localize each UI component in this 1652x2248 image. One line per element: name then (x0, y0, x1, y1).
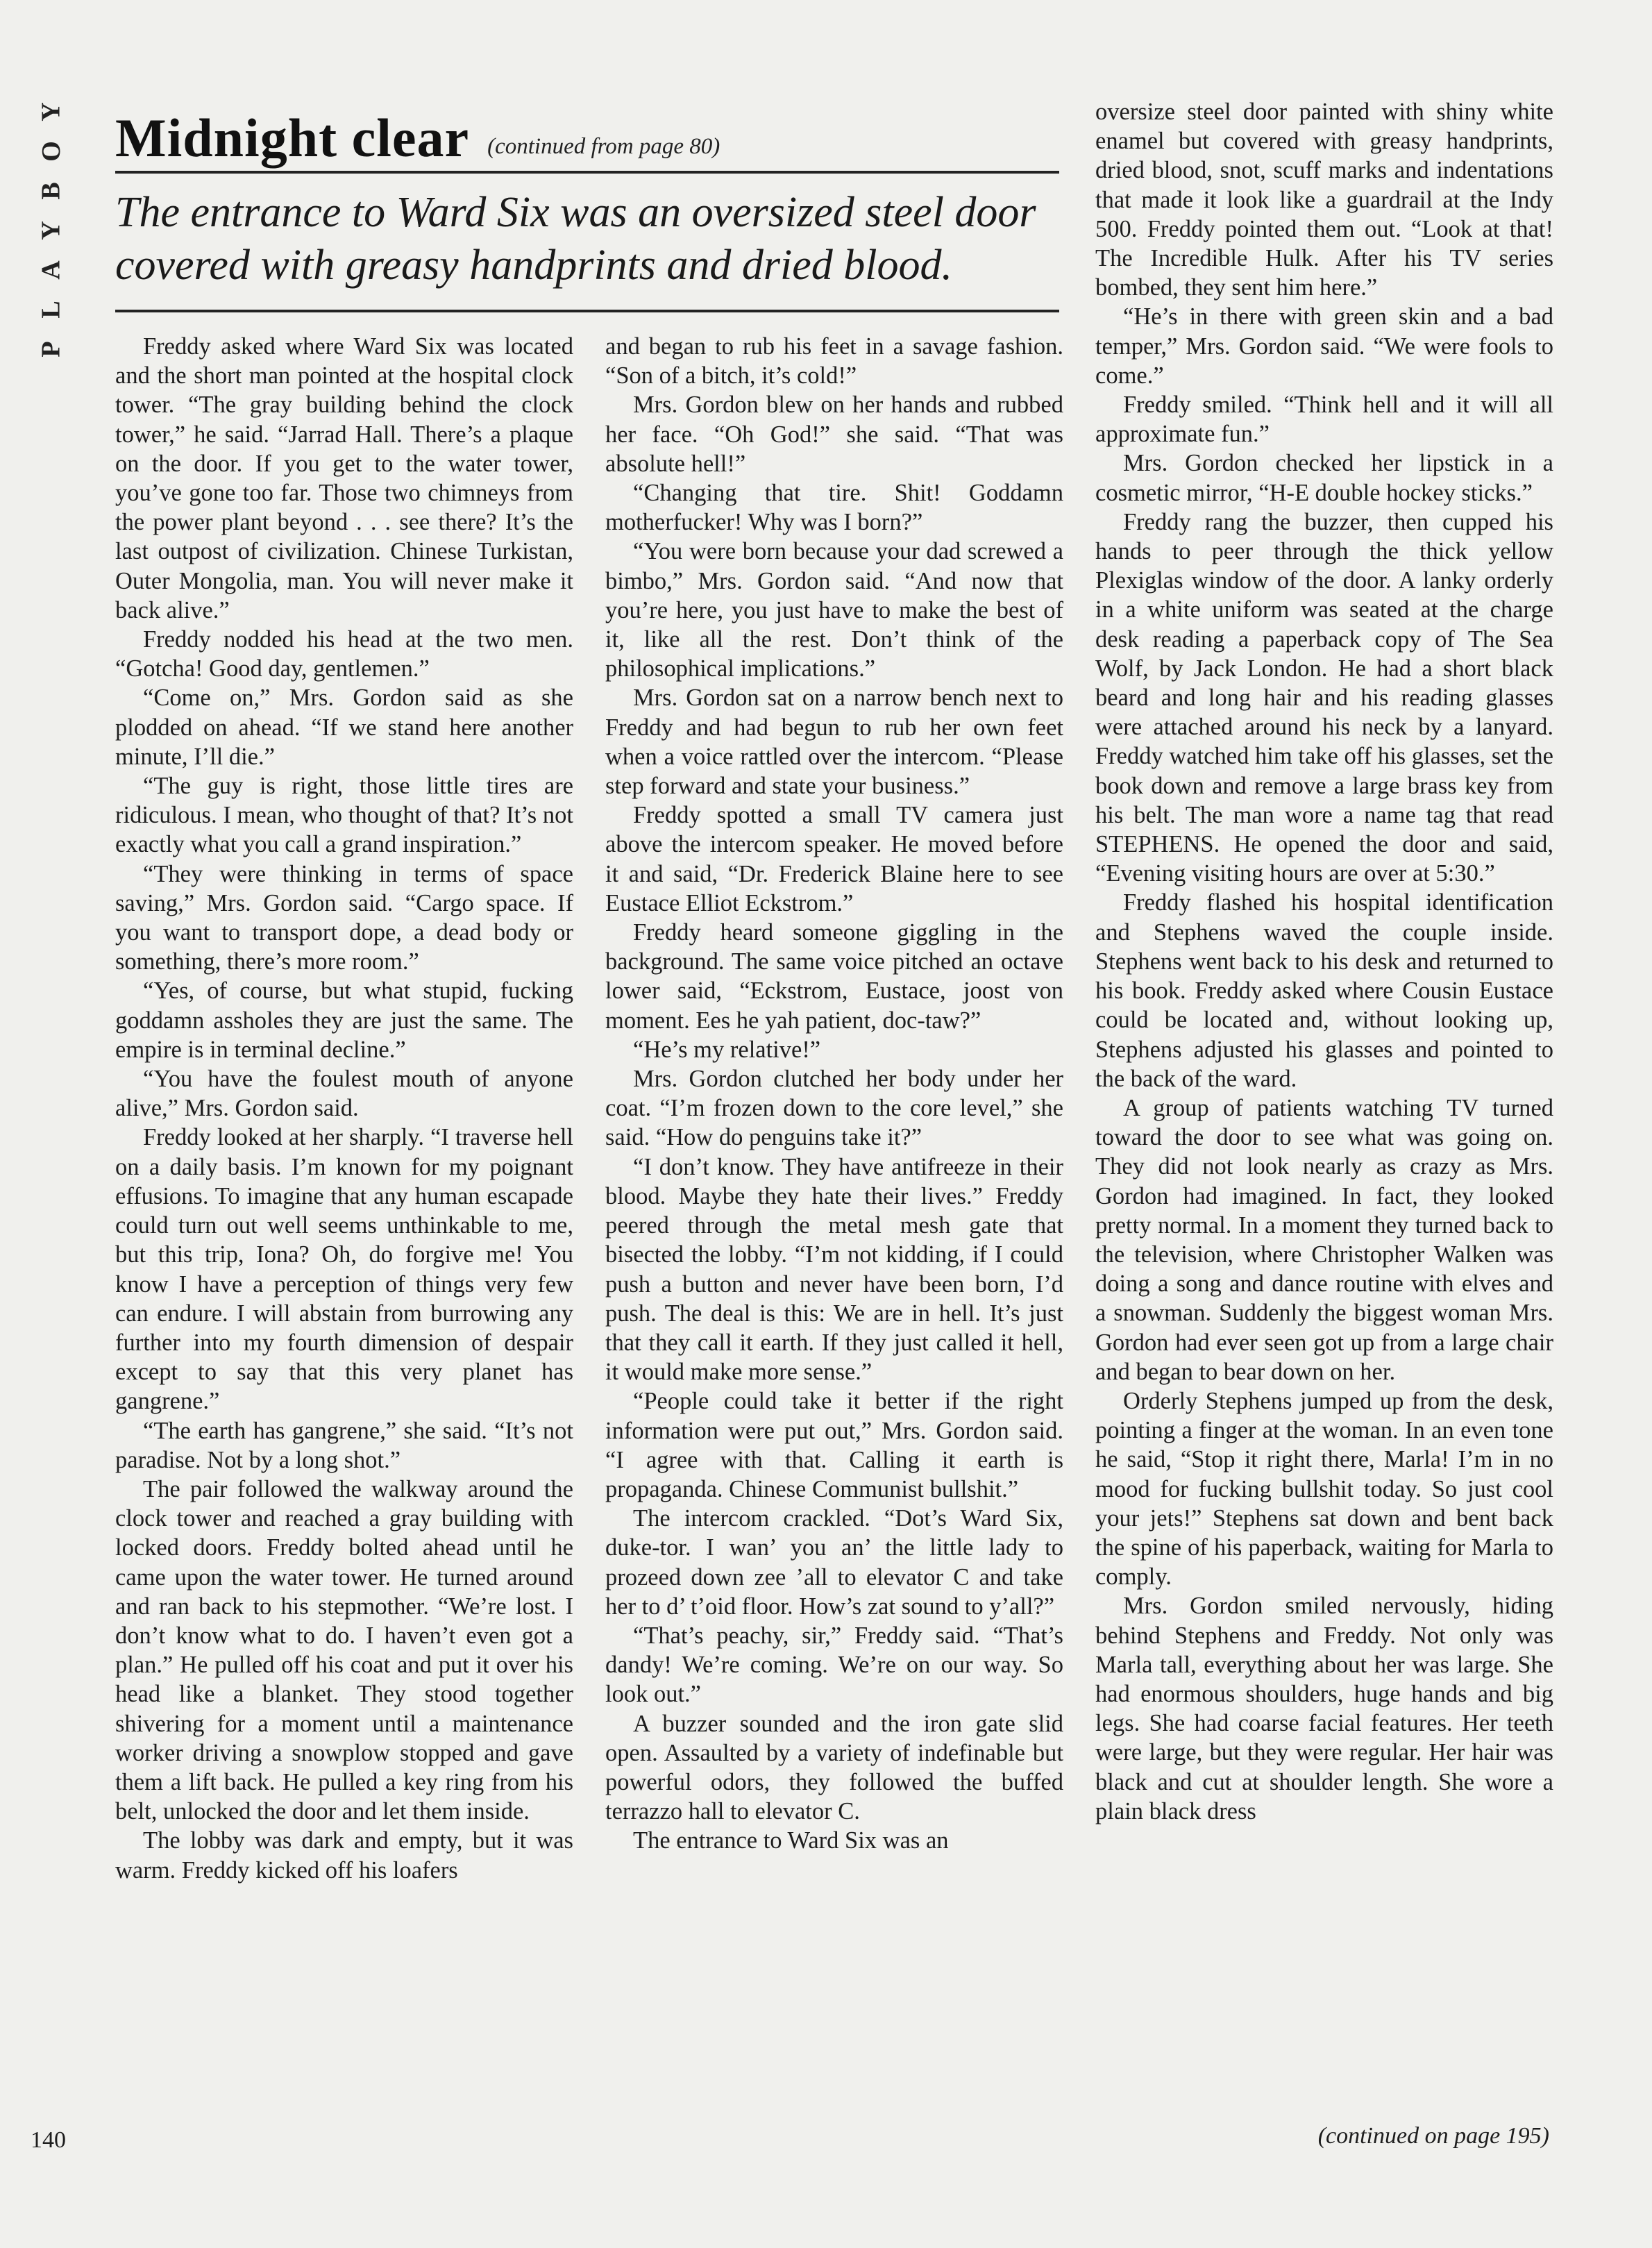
continued-from-note: (continued from page 80) (487, 134, 720, 159)
paragraph: “You have the foulest mouth of anyone alive,” Mrs. Gordon said. (115, 1066, 573, 1122)
paragraph: “You were born because your dad screwed a bimbo,” Mrs. Gordon said. “And now that you’re here, you just have to make the best of it, like all the rest. Don’t think of the philosophical implications.” (605, 538, 1063, 682)
paragraph: Freddy asked where Ward Six was located and the short man pointed at the hospital clock tower. “The gray building behind the clock tower,” he said. “Jarrad Hall. There’s a plaque on the door. If you get to the water tower, you’ve gone too far. Those two chimneys from the power plant beyond . . . see there? It’s the last outpost of civilization. Chinese Turkistan, Outer Mongolia, man. You will never make it back alive.” (115, 333, 573, 623)
spine-letter: O (37, 138, 66, 162)
paragraph: Mrs. Gordon checked her lipstick in a cosmetic mirror, “H-E double hockey sticks.” (1095, 450, 1553, 506)
paragraph: “That’s peachy, sir,” Freddy said. “That’s dandy! We’re coming. We’re on our way. So look out.” (605, 1622, 1063, 1708)
text-column-1 (115, 332, 573, 1885)
paragraph: The pair followed the walkway around the clock tower and reached a gray building with locked doors. Freddy bolted ahead until he came upon the water tower. He turned around and ran back to his stepmother. “We’re lost. I don’t know what to do. I haven’t even got a plan.” He pulled off his coat and put it over his head like a blanket. They stood together shivering for a moment until a maintenance worker driving a snowplow stopped and gave them a lift back. He pulled a key ring from his belt, unlocked the door and let them inside. (115, 1475, 573, 1825)
text-column-2 (605, 332, 1063, 1856)
paragraph: Freddy nodded his head at the two men. “Gotcha! Good day, gentlemen.” (115, 626, 573, 682)
spine-letter: Y (36, 99, 66, 121)
spine-letter: Y (36, 218, 66, 240)
paragraph: Freddy looked at her sharply. “I traverse hell on a daily basis. I’m known for my poignant effusions. To imagine that any human escapade could turn out well seems unthinkable to me, but this trip, Iona? Oh, do forgive me! You know I have a perception of things very few can endure. I will abstain from burrowing any further into my fourth dimension of despair except to say that this very planet has gangrene.” (115, 1124, 573, 1415)
paragraph: “Yes, of course, but what stupid, fucking goddamn assholes they are just the same. The empire is in terminal decline.” (115, 978, 573, 1063)
paragraph: “They were thinking in terms of space saving,” Mrs. Gordon said. “Cargo space. If you want to transport dope, a dead body or something, there’s more room.” (115, 860, 573, 975)
spine-letter: B (36, 179, 66, 200)
paragraph: A buzzer sounded and the iron gate slid open. Assaulted by a variety of indefinable but powerful odors, they followed the buffed terrazzo hall to elevator C. (605, 1710, 1063, 1825)
spine-letter: L (36, 298, 66, 319)
magazine-spine-label (31, 97, 72, 361)
pull-quote: The entrance to Ward Six was an oversized steel door covered with greasy handprints and dried blood. (115, 189, 1036, 289)
paragraph: Freddy rang the buzzer, then cupped his hands to peer through the thick yellow Plexiglas window of the door. A lanky orderly in a white uniform was seated at the charge desk reading a paperback copy of The Sea Wolf, by Jack London. He had a short black beard and long hair and his reading glasses were attached around his neck by a lanyard. Freddy watched him take off his glasses, set the book down and remove a large brass key from his belt. The man wore a name tag that read STEPHENS. He opened the door and said, “Evening visiting hours are over at 5:30.” (1095, 508, 1553, 887)
paragraph: A group of patients watching TV turned toward the door to see what was going on. They did not look nearly as crazy as Mrs. Gordon had imagined. In fact, they looked pretty normal. In a moment they turned back to the television, where Christopher Walken was doing a song and dance routine with elves and a snowman. Suddenly the biggest woman Mrs. Gordon had ever seen got up from a large chair and began to bear down on her. (1095, 1094, 1553, 1385)
paragraph: Freddy heard someone giggling in the background. The same voice pitched an octave lower said, “Eckstrom, Eustace, joost von moment. Ees he yah patient, doc-taw?” (605, 919, 1063, 1034)
paragraph: Mrs. Gordon clutched her body under her coat. “I’m frozen down to the core level,” she said. “How do penguins take it?” (605, 1066, 1063, 1151)
paragraph: The entrance to Ward Six was an (633, 1827, 949, 1854)
paragraph: “Changing that tire. Shit! Goddamn motherfucker! Why was I born?” (605, 480, 1063, 536)
paragraph: oversize steel door painted with shiny white enamel but covered with greasy handprints, dried blood, snot, scuff marks and indentations that made it look like a guardrail at the Indy 500. Freddy pointed them out. “Look at that! The Incredible Hulk. After his TV series bombed, they sent him here.” (1095, 99, 1553, 301)
paragraph: “The earth has gangrene,” she said. “It’s not paradise. Not by a long shot.” (115, 1417, 573, 1473)
paragraph: Freddy flashed his hospital identification and Stephens waved the couple inside. Stephens went back to his desk and returned to his book. Freddy asked where Cousin Eustace could be located and, without looking up, Stephens adjusted his glasses and pointed to the back of the ward. (1095, 889, 1553, 1092)
page-number: 140 (31, 2127, 66, 2153)
spine-letter: A (36, 258, 66, 280)
paragraph: Freddy smiled. “Think hell and it will all approximate fun.” (1095, 392, 1553, 448)
header-rule-bottom (115, 310, 1059, 312)
paragraph: “The guy is right, those little tires are ridiculous. I mean, who thought of that? It’s not exactly what you call a grand inspiration.” (115, 773, 573, 858)
paragraph: and began to rub his feet in a savage fashion. “Son of a bitch, it’s cold!” (605, 333, 1063, 389)
paragraph: “People could take it better if the right information were put out,” Mrs. Gordon said. “I agree with that. Calling it earth is propaganda. Chinese Communist bullshit.” (605, 1388, 1063, 1502)
continued-on-note: (continued on page 195) (1317, 2123, 1549, 2149)
paragraph: “I don’t know. They have antifreeze in their blood. Maybe they hate their lives.” Freddy peered through the metal mesh gate that bisected the lobby. “I’m not kidding, if I could push a button and never have been born, I’d push. The deal is this: We are in hell. It’s just that they call it earth. If they just called it hell, it would make more sense.” (605, 1153, 1063, 1386)
story-header (115, 97, 1059, 168)
text-column-3 (1095, 97, 1553, 1826)
paragraph: The intercom crackled. “Dot’s Ward Six, duke-tor. I wan’ you an’ the little lady to prozeed down zee ’all to elevator C and take her to d’ t’oid floor. How’s zat sound to y’all?” (605, 1505, 1063, 1620)
spine-letter: P (37, 338, 66, 358)
paragraph: Orderly Stephens jumped up from the desk, pointing a finger at the woman. In an even tone he said, “Stop it right there, Marla! I’m in no mood for fucking bullshit today. So just cool your jets!” Stephens sat down and bent back the spine of his paperback, waiting for Marla to comply. (1095, 1387, 1553, 1591)
story-title: Midnight clear (115, 108, 470, 168)
paragraph: Mrs. Gordon smiled nervously, hiding behind Stephens and Freddy. Not only was Marla tall, everything about her was large. She had enormous shoulders, huge hands and big legs. She had coarse facial features. Her teeth were large, but they were regular. Her hair was black and cut at shoulder length. She wore a plain black dress (1095, 1593, 1553, 1825)
paragraph: Freddy spotted a small TV camera just above the intercom speaker. He moved before it and said, “Dr. Frederick Blaine here to see Eustace Elliot Eckstrom.” (605, 802, 1063, 916)
paragraph: Mrs. Gordon sat on a narrow bench next to Freddy and had begun to rub her own feet when a voice rattled over the intercom. “Please step forward and state your business.” (605, 685, 1063, 800)
header-rule-top (115, 171, 1059, 174)
paragraph: “Come on,” Mrs. Gordon said as she plodded on ahead. “If we stand here another minute, I’ll die.” (115, 685, 573, 770)
paragraph: Mrs. Gordon blew on her hands and rubbed her face. “Oh God!” she said. “That was absolute hell!” (605, 392, 1063, 477)
paragraph: “He’s in there with green skin and a bad temper,” Mrs. Gordon said. “We were fools to come.” (1095, 303, 1553, 389)
paragraph: “He’s my relative!” (633, 1036, 821, 1063)
paragraph: The lobby was dark and empty, but it was warm. Freddy kicked off his loafers (115, 1827, 573, 1884)
